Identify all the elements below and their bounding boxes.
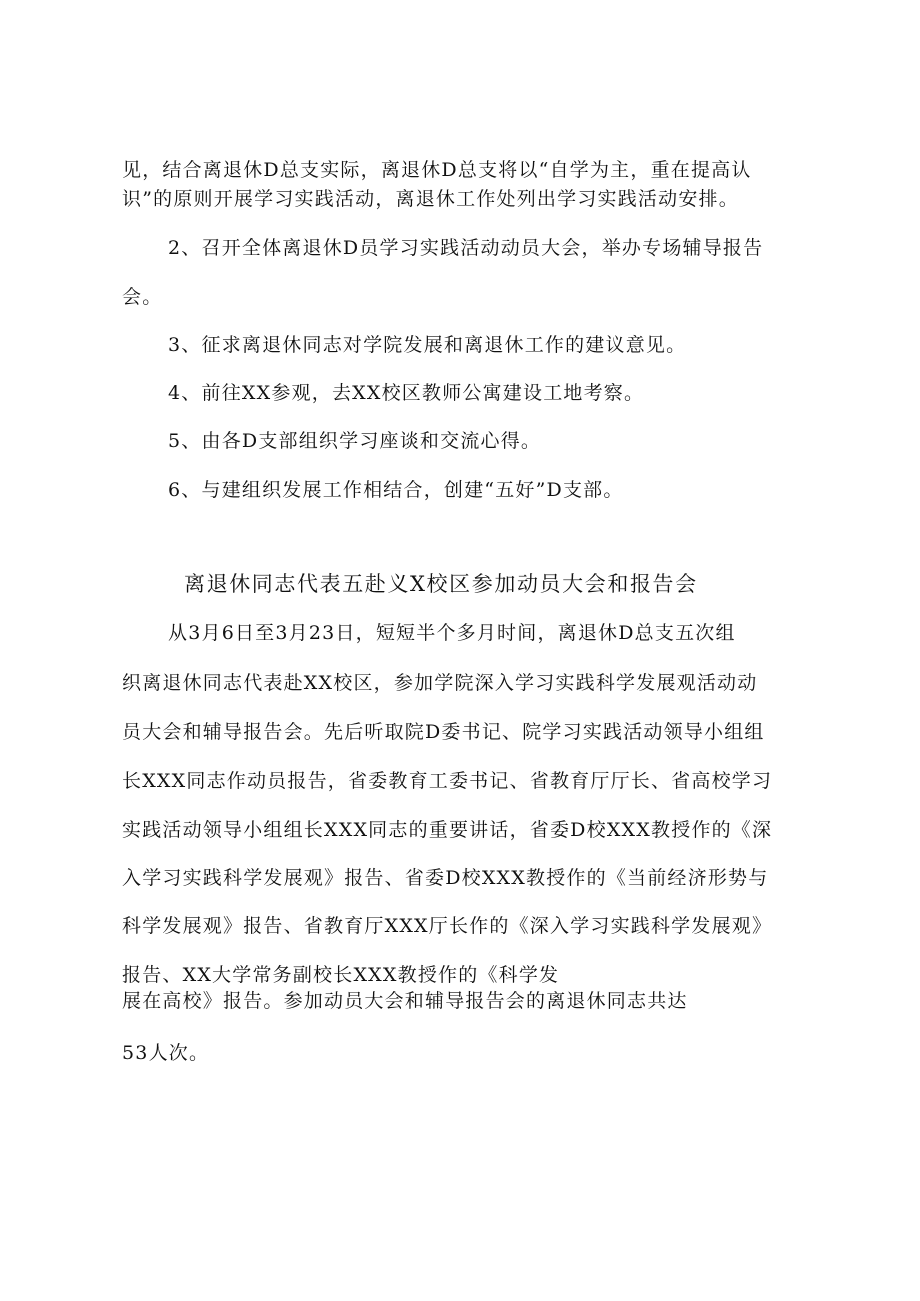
intro-line-2: 识”的原则开展学习实践活动，离退休工作处列出学习实践活动安排。: [122, 188, 739, 210]
body-line-6: 入学习实践科学发展观》报告、省委D校XXX教授作的《当前经济形势与: [122, 867, 769, 889]
section-title: 离退休同志代表五赴义X校区参加动员大会和报告会: [184, 572, 698, 596]
list-item-6: 6、与建组织发展工作相结合，创建“五好”D支部。: [168, 479, 624, 501]
body-line-9: 展在高校》报告。参加动员大会和辅导报告会的离退休同志共达: [122, 990, 688, 1012]
body-line-7: 科学发展观》报告、省教育厅XXX厅长作的《深入学习实践科学发展观》: [122, 915, 773, 937]
body-line-2: 织离退休同志代表赴XX校区，参加学院深入学习实践科学发展观活动动: [122, 672, 758, 694]
intro-line-1: 见，结合离退休D总支实际，离退休D总支将以“自学为主，重在提高认: [122, 159, 752, 181]
list-item-4: 4、前往XX参观，去XX校区教师公寓建设工地考察。: [168, 382, 645, 404]
list-item-2-line-2: 会。: [122, 286, 163, 308]
body-line-5: 实践活动领导小组组长XXX同志的重要讲话，省委D校XXX教授作的《深: [122, 819, 773, 841]
body-line-3: 员大会和辅导报告会。先后听取院D委书记、院学习实践活动领导小组组: [122, 721, 765, 743]
body-line-8: 报告、XX大学常务副校长XXX教授作的《科学发: [122, 964, 560, 986]
list-item-3: 3、征求离退休同志对学院发展和离退休工作的建议意见。: [168, 334, 687, 356]
list-item-5: 5、由各D支部组织学习座谈和交流心得。: [168, 430, 542, 452]
body-line-1: 从3月6日至3月23日，短短半个多月时间，离退休D总支五次组: [168, 622, 736, 644]
list-item-2-line-1: 2、召开全体离退休D员学习实践活动动员大会，举办专场辅导报告: [168, 237, 764, 259]
body-line-4: 长XXX同志作动员报告，省委教育工委书记、省教育厅厅长、省高校学习: [122, 770, 773, 792]
body-line-10: 53人次。: [122, 1042, 210, 1064]
